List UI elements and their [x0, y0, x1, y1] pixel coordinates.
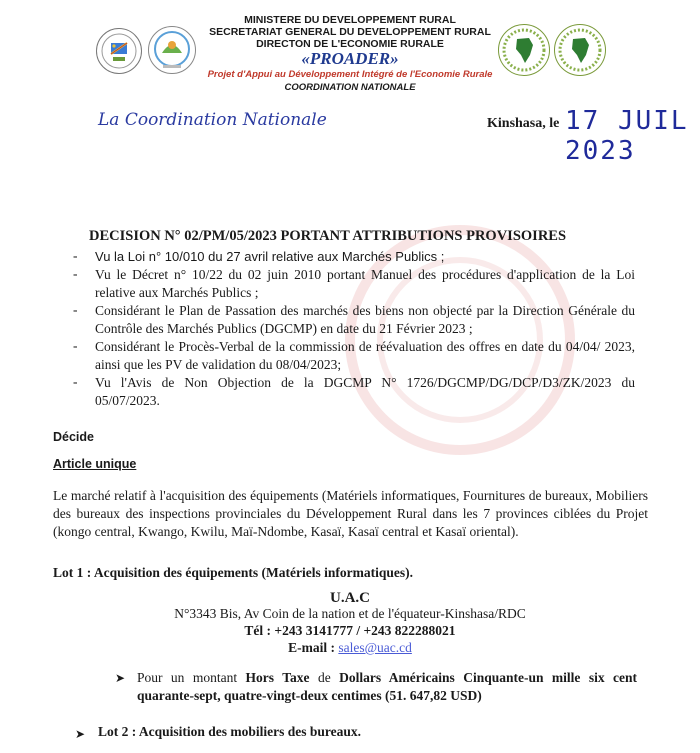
consideration-item: - Vu l'Avis de Non Objection de la DGCMP N° 1726/DGCMP/DG/DCP/D3/ZK/2023 du 05/07/2023.	[73, 374, 635, 408]
afdb-logo-left	[498, 24, 550, 76]
bullet-dash: -	[73, 374, 78, 389]
place-label: Kinshasa, le	[487, 116, 560, 131]
company-address: N°3343 Bis, Av Coin de la nation et de l'équateur-Kinshasa/RDC	[174, 606, 526, 621]
bullet-dash: -	[73, 302, 78, 317]
consideration-item: - Vu le Décret n° 10/22 du 02 juin 2010 portant Manuel des procédures d'application de la Loi relative aux Marchés Publics ;	[73, 266, 635, 300]
secretariat-line: SECRETARIAT GENERAL DU DEVELOPPEMENT RURAL	[209, 26, 491, 38]
direction-line: DIRECTON DE L'ECONOMIE RURALE	[256, 38, 444, 50]
arrow-bullet-icon: ➤	[75, 727, 86, 741]
email-link[interactable]: sales@uac.cd	[338, 640, 412, 655]
coordination-cursive-label: La Coordination Nationale	[98, 110, 327, 130]
lot1-title: Lot 1 : Acquisition des équipements (Matériels informatiques).	[53, 565, 413, 580]
company-email-line	[0, 640, 700, 656]
company-phone: Tél : +243 3141777 / +243 822288021	[244, 623, 456, 638]
considerations-list	[73, 248, 635, 418]
bullet-dash: -	[73, 338, 78, 353]
article-unique-heading: Article unique	[53, 457, 137, 471]
email-label: E-mail :	[288, 640, 335, 655]
decision-title: DECISION N° 02/PM/05/2023 PORTANT ATTRIBUTIONS PROVISOIRES	[89, 228, 567, 244]
bullet-dash: -	[73, 266, 78, 281]
afdb-logo-right	[554, 24, 606, 76]
article-body: Le marché relatif à l'acquisition des équipements (Matériels informatiques, Fournitures de bureaux, Mobiliers des bureaux des inspections provinciales du Développement Rural dans les 7 provinces ciblées du Projet (kongo central, Kwango, Kwilu, Maï-Ndombe, Kasaï, Kasaï central et Kasaï oriental).	[53, 488, 648, 539]
proader-logo	[148, 26, 196, 74]
decide-label: Décide	[53, 430, 94, 444]
ministry-line: MINISTERE DU DEVELOPPEMENT RURAL	[244, 14, 456, 26]
coordination-label: COORDINATION NATIONALE	[284, 82, 416, 93]
ministry-seal-logo	[96, 28, 142, 74]
project-subtitle: Projet d'Appui au Développement Intégré de l'Economie Rurale	[207, 69, 493, 80]
lot2-title: Lot 2 : Acquisition des mobiliers des bureaux.	[98, 724, 362, 739]
consideration-item: - Vu la Loi n° 10/010 du 27 avril relative aux Marchés Publics ;	[73, 248, 445, 264]
arrow-bullet-icon: ➤	[115, 671, 126, 685]
date-stamp: 17 JUIL 2023	[565, 106, 689, 166]
proader-title: «PROADER»	[301, 49, 399, 68]
lot1-amount: Pour un montant Hors Taxe de Dollars Américains Cinquante-un mille six cent quarante-sept, quatre-vingt-deux centimes (51. 647,82 USD)	[137, 670, 638, 703]
consideration-item: - Considérant le Plan de Passation des marchés des biens non objecté par la Direction Générale du Contrôle des Marchés Publics (DGCMP) en date du 21 Février 2023 ;	[73, 302, 635, 336]
company-name: U.A.C	[330, 590, 370, 606]
consideration-item: - Considérant le Procès-Verbal de la commission de réévaluation des offres en date du 04/04/ 2023, ainsi que les PV de validation du 08/04/2023;	[73, 338, 635, 372]
bullet-dash: -	[73, 248, 78, 263]
